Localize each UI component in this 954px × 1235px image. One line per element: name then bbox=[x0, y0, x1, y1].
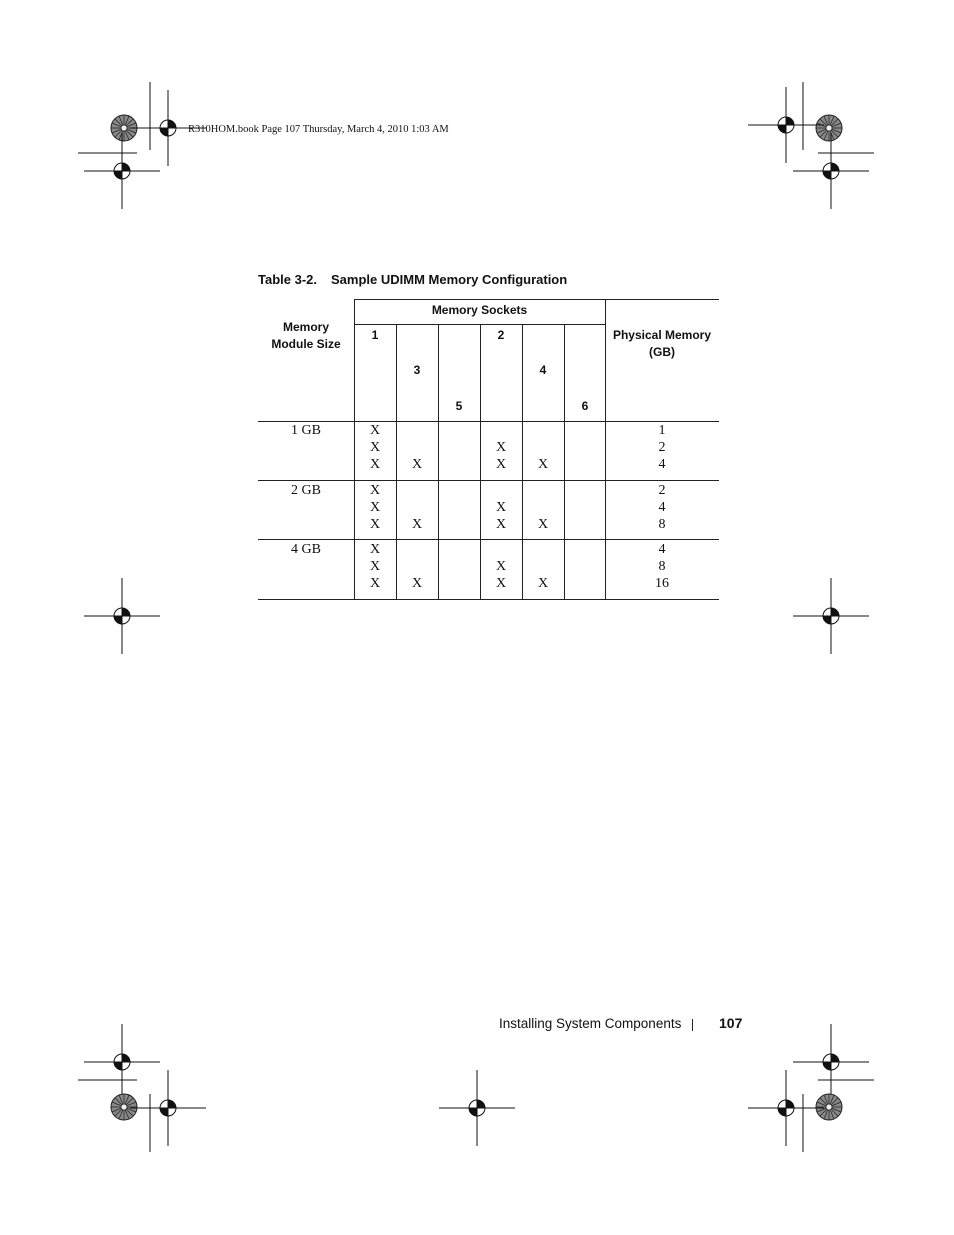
book-slug: R310HOM.book Page 107 Thursday, March 4, 2010 1:03 AM bbox=[188, 124, 449, 135]
header-physical-memory: Physical Memory (GB) bbox=[612, 328, 712, 359]
socket-header-5: 5 bbox=[455, 399, 463, 413]
socket-1-cells: X X X bbox=[369, 542, 381, 591]
socket-header-6: 6 bbox=[581, 399, 589, 413]
socket-6-cells bbox=[564, 482, 606, 533]
socket-4-cells: X bbox=[537, 576, 549, 591]
socket-header-2: 2 bbox=[497, 328, 505, 342]
socket-3-cells: X bbox=[411, 457, 423, 472]
physical-memory-cells: 2 4 8 bbox=[658, 483, 666, 532]
socket-2-cells: X X bbox=[495, 440, 507, 472]
physical-memory-cells: 4 8 16 bbox=[655, 542, 669, 591]
socket-2-cells: X X bbox=[495, 559, 507, 591]
table-caption-label: Table 3-2. bbox=[258, 272, 318, 287]
socket-4-cells: X bbox=[537, 457, 549, 472]
module-size-cell: 1 GB bbox=[291, 423, 321, 438]
footer-section-title: Installing System Components bbox=[499, 1016, 682, 1031]
table-caption-title: Sample UDIMM Memory Configuration bbox=[331, 272, 568, 287]
socket-3-cells: X bbox=[411, 576, 423, 591]
socket-5-cells bbox=[438, 541, 480, 592]
header-module-size: Memory Module Size bbox=[271, 320, 341, 351]
physical-memory-cells: 1 2 4 bbox=[658, 423, 666, 472]
table-caption bbox=[258, 272, 567, 287]
socket-4-cells: X bbox=[537, 517, 549, 532]
socket-1-cells: X X X bbox=[369, 423, 381, 472]
socket-5-cells bbox=[438, 422, 480, 473]
socket-2-cells: X X bbox=[495, 500, 507, 532]
module-size-cell: 4 GB bbox=[291, 542, 321, 557]
header-memory-sockets: Memory Sockets bbox=[431, 303, 528, 317]
socket-header-1: 1 bbox=[371, 328, 379, 342]
footer-divider bbox=[692, 1019, 693, 1031]
socket-6-cells bbox=[564, 422, 606, 473]
socket-5-cells bbox=[438, 482, 480, 533]
page-number: 107 bbox=[719, 1015, 743, 1031]
socket-header-3: 3 bbox=[413, 363, 421, 377]
socket-6-cells bbox=[564, 541, 606, 592]
socket-1-cells: X X X bbox=[369, 483, 381, 532]
memory-config-table bbox=[258, 299, 719, 600]
socket-header-4: 4 bbox=[539, 363, 547, 377]
module-size-cell: 2 GB bbox=[291, 483, 321, 498]
socket-3-cells: X bbox=[411, 517, 423, 532]
